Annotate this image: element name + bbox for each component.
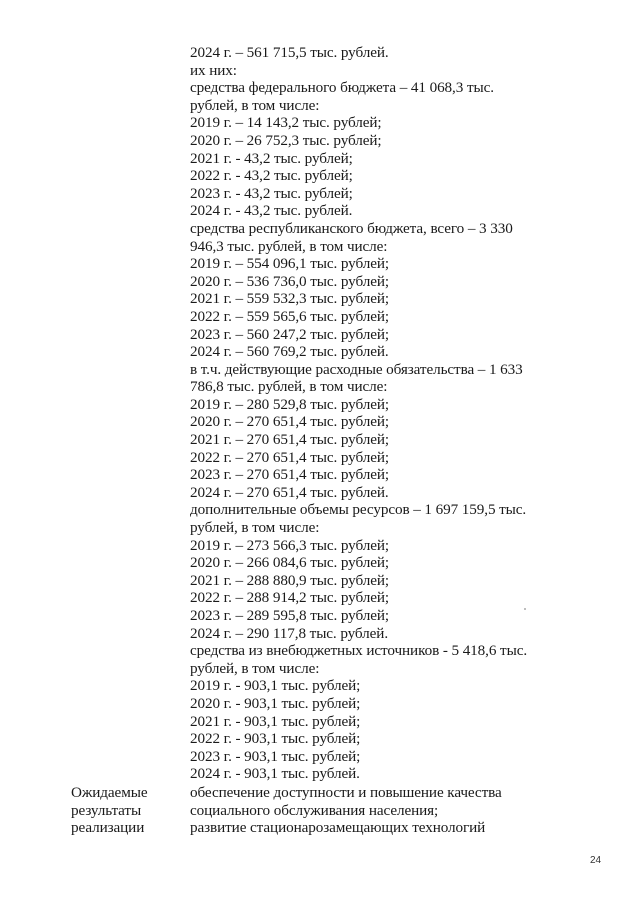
financing-line: 2020 г. - 903,1 тыс. рублей; <box>190 694 361 712</box>
page-number: 24 <box>590 855 602 866</box>
financing-line: 2021 г. – 270 651,4 тыс. рублей; <box>190 431 389 449</box>
financing-line: средства федерального бюджета – 41 068,3 тыс. <box>190 79 494 97</box>
results-line: социального обслуживания населения; <box>190 801 439 819</box>
financing-line: 2020 г. – 26 752,3 тыс. рублей; <box>190 131 382 149</box>
financing-line: средства республиканского бюджета, всего – 3 330 <box>190 219 513 237</box>
financing-line: рублей, в том числе: <box>190 96 320 114</box>
scan-speck <box>524 608 526 610</box>
financing-line: 2023 г. – 289 595,8 тыс. рублей; <box>190 607 389 624</box>
financing-line: 2023 г. - 43,2 тыс. рублей; <box>190 184 353 202</box>
financing-line: 2021 г. – 288 880,9 тыс. рублей; <box>190 571 389 589</box>
financing-line: 2022 г. - 43,2 тыс. рублей; <box>190 167 353 185</box>
results-label-line: результаты <box>71 801 142 819</box>
financing-line: 2020 г. – 266 084,6 тыс. рублей; <box>190 554 389 572</box>
financing-line: 2024 г. - 903,1 тыс. рублей. <box>190 765 360 783</box>
results-label-line: реализации <box>71 819 145 837</box>
financing-line: 2019 г. – 14 143,2 тыс. рублей; <box>190 114 382 132</box>
financing-line: 2022 г. – 270 651,4 тыс. рублей; <box>190 448 389 466</box>
financing-line: рублей, в том числе: <box>190 659 320 677</box>
financing-line: 946,3 тыс. рублей, в том числе: <box>190 237 388 255</box>
financing-line: их них: <box>190 61 237 79</box>
financing-line: 2024 г. – 270 651,4 тыс. рублей. <box>190 483 389 501</box>
financing-line: 2022 г. – 559 565,6 тыс. рублей; <box>190 307 389 325</box>
financing-line: 2019 г. – 273 566,3 тыс. рублей; <box>190 536 389 554</box>
financing-line: дополнительные объемы ресурсов – 1 697 159,5 тыс. <box>190 501 527 519</box>
financing-line: 2021 г. - 43,2 тыс. рублей; <box>190 149 353 167</box>
results-line: обеспечение доступности и повышение качества <box>190 784 502 801</box>
results-line: развитие стационарозамещающих технологий <box>190 819 486 837</box>
financing-line: 2021 г. - 903,1 тыс. рублей; <box>190 712 361 730</box>
financing-line: 2019 г. – 280 529,8 тыс. рублей; <box>190 395 389 413</box>
financing-line: 2022 г. - 903,1 тыс. рублей; <box>190 730 361 748</box>
financing-line: 2023 г. – 270 651,4 тыс. рублей; <box>190 466 389 484</box>
financing-line: 2020 г. – 270 651,4 тыс. рублей; <box>190 413 389 431</box>
results-label-line: Ожидаемые <box>71 784 148 801</box>
financing-line: 2023 г. - 903,1 тыс. рублей; <box>190 747 361 765</box>
financing-line: 2020 г. – 536 736,0 тыс. рублей; <box>190 272 389 290</box>
financing-line: 2023 г. – 560 247,2 тыс. рублей; <box>190 325 389 343</box>
financing-line: в т.ч. действующие расходные обязательства – 1 633 <box>190 360 523 378</box>
financing-line: 2024 г. – 290 117,8 тыс. рублей. <box>190 624 389 642</box>
financing-line: 2024 г. - 43,2 тыс. рублей. <box>190 202 353 220</box>
financing-line: 2024 г. – 561 715,5 тыс. рублей. <box>190 44 389 61</box>
financing-line: средства из внебюджетных источников - 5 418,6 тыс. <box>190 642 528 660</box>
financing-line: 2024 г. – 560 769,2 тыс. рублей. <box>190 343 389 361</box>
financing-line: 786,8 тыс. рублей, в том числе: <box>190 378 388 396</box>
financing-line: 2019 г. – 554 096,1 тыс. рублей; <box>190 255 389 273</box>
results-label-cell <box>71 784 183 837</box>
results-text-cell <box>190 784 610 837</box>
financing-line: 2021 г. – 559 532,3 тыс. рублей; <box>190 290 389 308</box>
financing-line: рублей, в том числе: <box>190 519 320 537</box>
financing-text-block <box>190 44 610 783</box>
financing-line: 2019 г. - 903,1 тыс. рублей; <box>190 677 361 695</box>
financing-line: 2022 г. – 288 914,2 тыс. рублей; <box>190 589 389 607</box>
